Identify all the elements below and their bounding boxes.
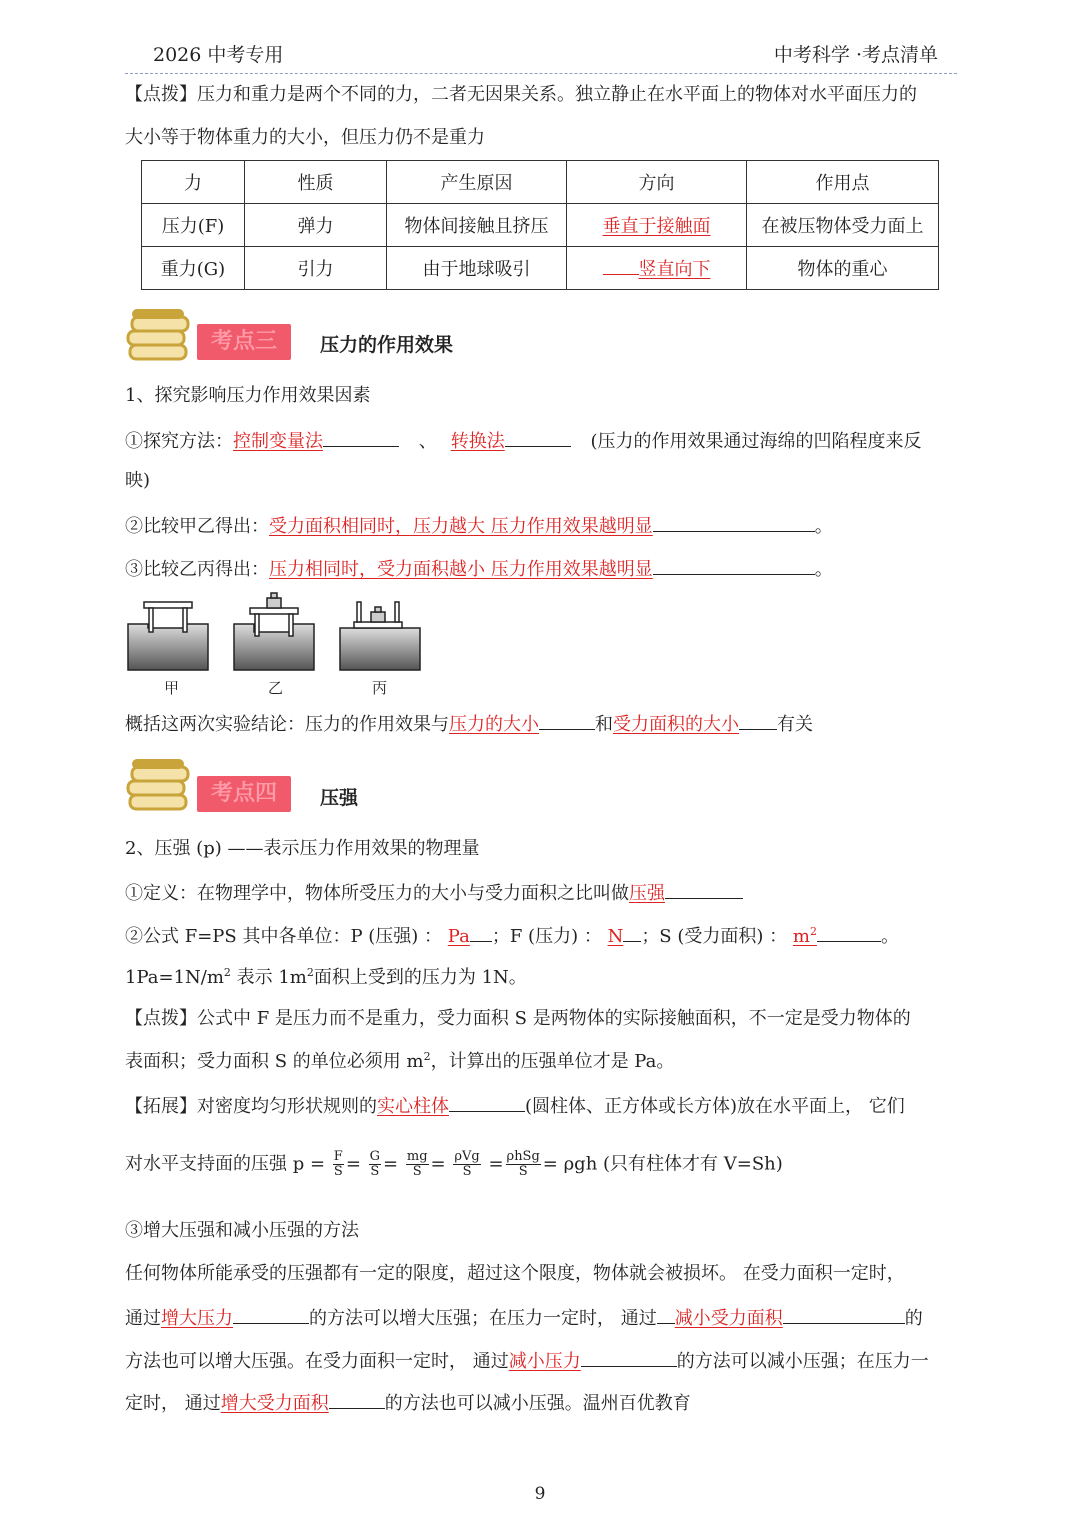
sponge-yi — [234, 593, 314, 670]
table-cell-answer — [567, 247, 747, 290]
table-cell: 在被压物体受力面上 — [747, 204, 939, 247]
method-line: ①探究方法：控制变量法 、 转换法 (压力的作用效果通过海绵的凹陷程度来反 — [125, 428, 957, 454]
table-header: 方向 — [567, 161, 747, 204]
header-right: 中考科学 ·考点清单 — [773, 44, 938, 66]
table-row — [142, 204, 939, 247]
answer-direction: 竖直向下 — [638, 259, 711, 280]
table-row — [142, 247, 939, 290]
section-title: 压力的作用效果 — [320, 334, 454, 356]
table-cell: 弹力 — [245, 204, 387, 247]
compare-2: ③比较乙丙得出：压力相同时，受力面积越小 压力作用效果越明显 。 — [125, 556, 957, 582]
fraction: $\frac{\text{ρhSg}}{S}$ — [506, 1149, 540, 1179]
tip2-line-1: 【点拨】公式中 F 是压力而不是重力，受力面积 S 是两物体的实际接触面积，不一定是受力物体的 — [125, 1008, 911, 1029]
table-cell-answer — [567, 204, 747, 247]
table-cell: 引力 — [245, 247, 387, 290]
books-icon — [126, 757, 192, 815]
answer-unit-f: N — [607, 926, 624, 947]
table-header: 性质 — [245, 161, 387, 204]
answer-method-2: 转换法 — [450, 431, 505, 452]
explore-heading: 1、探究影响压力作用效果因素 — [125, 385, 371, 406]
header-divider — [125, 73, 957, 74]
answer-conclusion-1: 压力的大小 — [449, 714, 539, 735]
answer-solid-column: 实心柱体 — [377, 1096, 449, 1117]
table-cell: 压力(F) — [142, 204, 245, 247]
methods-line-3: 方法也可以增大压强。在受力面积一定时， 通过减小压力 的方法可以减小压强；在压力一 — [125, 1348, 957, 1374]
compare-1: ②比较甲乙得出：受力面积相同时，压力越大 压力作用效果越明显 。 — [125, 513, 957, 539]
figure-caption: 甲 — [164, 679, 180, 697]
fraction: $\frac{F}{S}$ — [333, 1149, 343, 1179]
sponge-jia — [128, 602, 208, 670]
table-cell: 物体间接触且挤压 — [387, 204, 567, 247]
conclusion-line: 概括这两次实验结论：压力的作用效果与压力的大小 和受力面积的大小 有关 — [125, 711, 957, 737]
force-comparison-table — [141, 160, 939, 290]
answer-conclusion-2: 受力面积的大小 — [613, 714, 739, 735]
pressure-heading: 2、压强 (p) ——表示压力作用效果的物理量 — [125, 838, 480, 859]
answer-reduce-force: 减小压力 — [508, 1351, 581, 1372]
figure-caption: 乙 — [268, 679, 284, 697]
table-header: 作用点 — [747, 161, 939, 204]
sponge-bing — [340, 602, 420, 670]
table-header: 产生原因 — [387, 161, 567, 204]
table-cell: 物体的重心 — [747, 247, 939, 290]
methods-line-4: 定时， 通过增大受力面积 的方法也可以减小压强。温州百优教育 — [125, 1390, 957, 1416]
answer-unit-s: $m^2$ — [792, 925, 817, 947]
table-header-row — [142, 161, 939, 204]
extension-line: 【拓展】对密度均匀形状规则的实心柱体 (圆柱体、正方体或长方体)放在水平面上， 它们 — [125, 1093, 957, 1119]
sponge-experiment-figure — [124, 592, 424, 682]
figure-caption: 丙 — [372, 679, 388, 697]
tip-line-1: 【点拨】压力和重力是两个不同的力，二者无因果关系。独立静止在水平面上的物体对水平面压力的 — [125, 84, 917, 105]
page-number: 9 — [534, 1484, 546, 1504]
pa-definition-line: $1Pa=1N/m^2$ 表示 $1m^2$面积上受到的压力为 1N。 — [125, 966, 527, 988]
methods-line-1: 任何物体所能承受的压强都有一定的限度，超过这个限度，物体就会被损坏。 在受力面积一定时， — [125, 1263, 905, 1284]
table-cell: 由于地球吸引 — [387, 247, 567, 290]
section-badge: 考点三 — [197, 324, 291, 360]
tip-line-2: 大小等于物体重力的大小，但压力仍不是重力 — [125, 127, 485, 148]
answer-reduce-area: 减小受力面积 — [674, 1308, 783, 1329]
table-header: 力 — [142, 161, 245, 204]
fraction: $\frac{G}{S}$ — [369, 1149, 381, 1179]
section-badge: 考点四 — [197, 776, 291, 812]
answer-increase-force: 增大压力 — [161, 1308, 233, 1329]
answer-definition: 压强 — [629, 883, 665, 904]
answer-direction: 垂直于接触面 — [602, 216, 711, 237]
methods-line-2: 通过增大压力 的方法可以增大压强；在压力一定时， 通过 减小受力面积 的 — [125, 1305, 957, 1331]
answer-compare-2: 压力相同时，受力面积越小 压力作用效果越明显 — [269, 559, 653, 580]
method-heading: ③增大压强和减小压强的方法 — [125, 1220, 359, 1241]
formula-line: ②公式 F=PS 其中各单位：P (压强) ： Pa ；F (压力) ： N ；S (受力面积) ： $m^2$ 。 — [125, 925, 899, 947]
answer-compare-1: 受力面积相同时，压力越大 压力作用效果越明显 — [269, 516, 653, 537]
tip2-line-2: 表面积；受力面积 S 的单位必须用 $m^2$，计算出的压强单位才是 Pa。 — [125, 1050, 675, 1072]
table-cell: 重力(G) — [142, 247, 245, 290]
formula-derivation-line: 对水平支持面的压强 p = $\frac{F}{S}$ = $\frac{G}{S}$ = $\frac{mg}{S}$ = $\frac{\text{ρVg}}{S}$ = $\frac{\text{ρhSg}}{S}$ = ρgh (只有柱体才有 V=Sh) — [125, 1149, 783, 1179]
fraction: $\frac{\text{ρVg}}{S}$ — [454, 1149, 480, 1179]
definition-line: ①定义：在物理学中，物体所受压力的大小与受力面积之比叫做压强 — [125, 880, 957, 906]
books-icon — [126, 307, 192, 365]
section-title: 压强 — [320, 787, 359, 809]
method-note-cont: 映) — [125, 470, 151, 491]
answer-method-1: 控制变量法 — [233, 431, 323, 452]
answer-unit-p: Pa — [447, 926, 470, 947]
fraction: $\frac{mg}{S}$ — [406, 1149, 428, 1179]
header-left: 2026 中考专用 — [153, 44, 284, 66]
answer-increase-area: 增大受力面积 — [220, 1393, 329, 1414]
